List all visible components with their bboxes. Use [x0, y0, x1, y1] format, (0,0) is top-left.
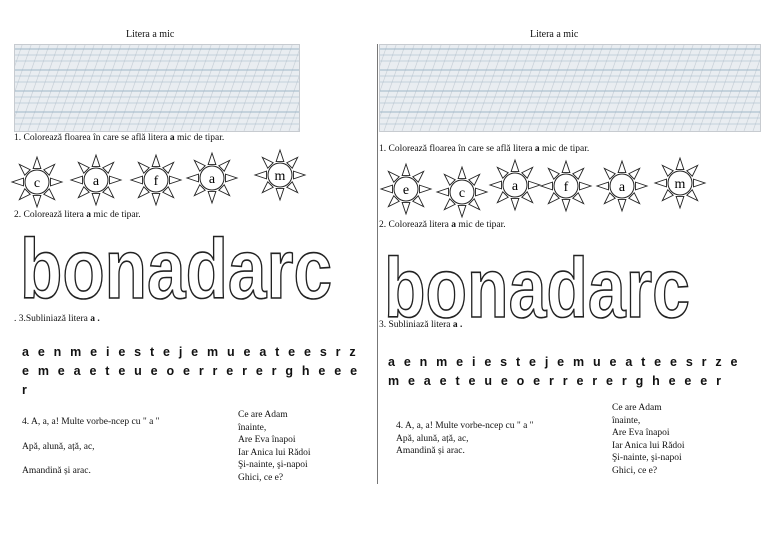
flower-petal	[635, 182, 647, 190]
flower-petal	[276, 150, 284, 162]
left-exercise-4-line-2: Apă, alună, ață, ac,	[22, 442, 95, 452]
riddle-line: Şi-nainte, şi-napoi	[238, 460, 308, 470]
flower-a[interactable]	[488, 158, 542, 212]
left-riddle	[238, 409, 311, 484]
flower-petal	[579, 182, 591, 190]
flower-petal	[187, 174, 199, 182]
right-page-title: Litera a mic	[530, 29, 579, 40]
flower-petal	[618, 199, 626, 211]
flower-letter: a	[92, 174, 100, 189]
flower-petal	[597, 182, 609, 190]
riddle-line: Are Eva înapoi	[238, 435, 296, 445]
flower-petal	[293, 171, 305, 179]
left-letter-rows[interactable]	[22, 343, 372, 400]
riddle-line: Ce are Adam	[612, 403, 662, 413]
right-letters-line-1: a e n m e i e s t e j e m u e a t e e s r z e	[388, 355, 741, 369]
flower-letter: f	[153, 174, 159, 189]
flower-petal	[152, 155, 160, 167]
flower-petal	[511, 160, 519, 172]
flower-petal	[419, 185, 431, 193]
flower-petal	[255, 171, 267, 179]
flower-a[interactable]	[595, 159, 649, 213]
flower-letter: f	[563, 180, 569, 195]
flower-petal	[475, 188, 487, 196]
riddle-line: Şi-nainte, şi-napoi	[612, 453, 682, 463]
flower-petal	[208, 153, 216, 165]
right-exercise-4	[396, 420, 534, 458]
riddle-line: Ghici, ce e?	[612, 465, 658, 476]
riddle-line: înainte,	[238, 422, 267, 433]
left-exercise-1-label: 1. Colorează floarea în care se află litera a mic de tipar.	[14, 133, 225, 143]
right-exercise-2-label: 2. Colorează litera a mic de tipar.	[379, 220, 506, 230]
flower-petal	[225, 174, 237, 182]
flower-petal	[437, 188, 449, 196]
flower-letter: e	[402, 183, 410, 198]
flower-petal	[676, 158, 684, 170]
flower-petal	[33, 195, 41, 207]
left-handwriting-grid	[14, 44, 300, 132]
left-letters-line-3: r	[22, 383, 30, 397]
flower-m[interactable]	[653, 156, 707, 210]
flower-petal	[33, 157, 41, 169]
flower-petal	[276, 188, 284, 200]
left-letters-line-2: e m e a e t e u e o e r r e r e r g h e e e	[22, 364, 360, 378]
flower-petal	[169, 176, 181, 184]
flower-petal	[12, 178, 24, 186]
flower-letter: a	[208, 172, 216, 187]
flower-petal	[109, 176, 121, 184]
flower-letter: c	[458, 186, 466, 201]
flower-letter: a	[618, 180, 626, 195]
flower-letter: a	[511, 179, 519, 194]
right-exercise-4-line-3: Amandină și arac.	[396, 446, 465, 456]
flower-petal	[71, 176, 83, 184]
flower-petal	[676, 196, 684, 208]
flower-petal	[458, 167, 466, 179]
riddle-line: Ghici, ce e?	[238, 472, 284, 483]
right-letter-rows[interactable]	[388, 353, 758, 391]
flower-petal	[50, 178, 62, 186]
flower-petal	[92, 193, 100, 205]
flower-m[interactable]	[253, 148, 307, 202]
flower-f[interactable]	[539, 159, 593, 213]
left-exercise-4-line-3: Amandină și arac.	[22, 466, 91, 476]
left-exercise-3-label: . 3.Subliniază litera a .	[14, 314, 100, 324]
flower-a[interactable]	[185, 151, 239, 205]
right-handwriting-grid	[379, 44, 761, 132]
flower-a[interactable]	[69, 153, 123, 207]
flower-petal	[490, 181, 502, 189]
flower-letter: c	[33, 176, 41, 191]
right-outline-word[interactable]	[382, 245, 697, 323]
right-exercise-3-label: 3. Subliniază litera a .	[379, 320, 463, 330]
riddle-line: Iar Anica lui Rădoi	[238, 447, 311, 458]
flower-c[interactable]	[435, 165, 489, 219]
page-divider	[377, 44, 378, 484]
flower-petal	[402, 164, 410, 176]
right-exercise-1-label: 1. Colorează floarea în care se află litera a mic de tipar.	[379, 144, 590, 154]
flower-petal	[562, 161, 570, 173]
right-letters-line-2: m e a e t e u e o e r r e r e r g h e e e r	[388, 374, 724, 388]
left-outline-word-text: bonadarc	[20, 226, 332, 304]
right-riddle	[612, 402, 685, 477]
flower-petal	[541, 182, 553, 190]
flower-petal	[208, 191, 216, 203]
left-exercise-2-label: 2. Colorează litera a mic de tipar.	[14, 210, 141, 220]
flower-letter: m	[274, 169, 286, 184]
flower-petal	[693, 179, 705, 187]
left-exercise-4-line-1: 4. A, a, a! Multe vorbe-ncep cu " a "	[22, 417, 160, 427]
flower-petal	[92, 155, 100, 167]
right-exercise-4-line-2: Apă, alună, ață, ac,	[396, 433, 469, 444]
riddle-line: Are Eva înapoi	[612, 428, 670, 438]
right-exercise-4-line-1: 4. A, a, a! Multe vorbe-ncep cu " a "	[396, 421, 534, 431]
flower-petal	[152, 193, 160, 205]
right-outline-word-text: bonadarc	[384, 245, 690, 323]
flower-c[interactable]	[10, 155, 64, 209]
riddle-line: Ce are Adam	[238, 410, 288, 420]
flower-petal	[131, 176, 143, 184]
riddle-line: Iar Anica lui Rădoi	[612, 440, 685, 451]
flower-petal	[402, 202, 410, 214]
flower-petal	[458, 205, 466, 217]
flower-petal	[381, 185, 393, 193]
left-page-title: Litera a mic	[126, 29, 175, 40]
flower-e[interactable]	[379, 162, 433, 216]
riddle-line: înainte,	[612, 415, 641, 426]
flower-f[interactable]	[129, 153, 183, 207]
flower-petal	[511, 198, 519, 210]
flower-petal	[618, 161, 626, 173]
flower-petal	[655, 179, 667, 187]
left-letters-line-1: a e n m e i e s t e j e m u e a t e e s r z	[22, 345, 359, 359]
flower-petal	[562, 199, 570, 211]
flower-letter: m	[674, 177, 686, 192]
left-outline-word[interactable]	[18, 226, 338, 304]
